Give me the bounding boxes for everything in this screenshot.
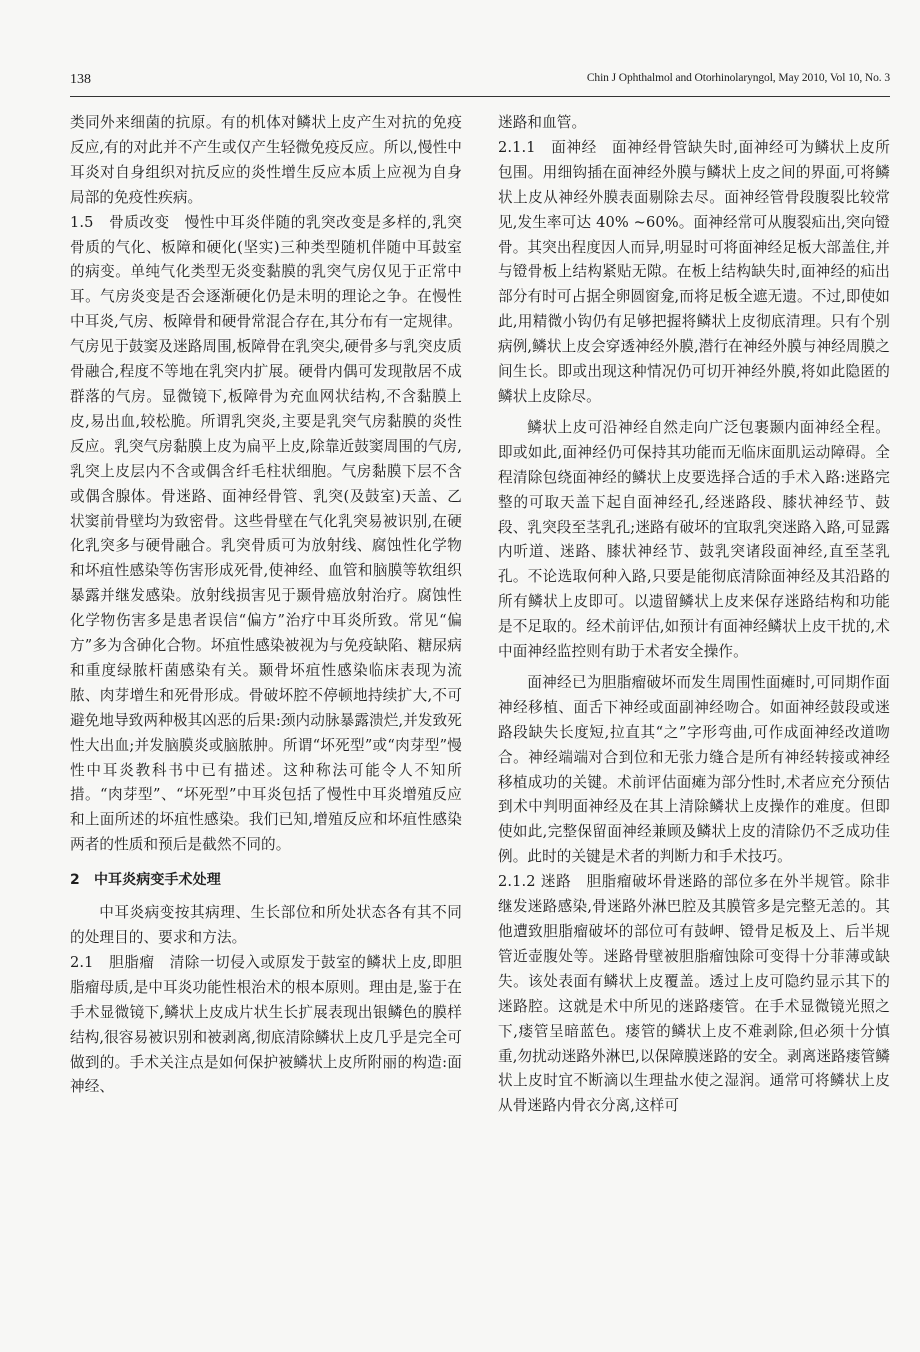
paragraph: 迷路和血管。 xyxy=(498,114,587,131)
paragraph: 面神经已为胆脂瘤破坏而发生周围性面瘫时,可同期作面神经移植、面舌下神经或面副神经吻合。如面神经鼓段或迷路段缺失长度短,拉直其“之”字形弯曲,可作成面神经改道吻合。神经端端对合到位和无张力缝合是所有神经转接或神经移植成功的关键。术前评估面瘫为部分性时,术者应充分预估到术中判明面神经及在其上清除鳞状上皮操作的难度。但即使如此,完整保留面神经兼顾及鳞状上皮的清除仍不乏成功佳例。此时的关键是术者的判断力和手术技巧。 xyxy=(498,673,890,866)
journal-citation: Chin J Ophthalmol and Otorhinolaryngol, May 2010, Vol 10, No. 3 xyxy=(586,72,890,84)
section-1-5-paragraph: 1.5 骨质改变 慢性中耳炎伴随的乳突改变是多样的,乳突骨质的气化、板障和硬化(坚实)三种类型随机伴随中耳鼓室的病变。单纯气化类型无炎变黏膜的乳突气房仅见于正常中耳。气房炎变是否会逐渐硬化仍是未明的理论之争。在慢性中耳炎,气房、板障骨和硬骨常混合存在,其分布有一定规律。气房见于鼓窦及迷路周围,板障骨在乳突尖,硬骨多与乳突皮质骨融合,程度不等地在乳突内扩展。硬骨内偶可发现散居不成群落的气房。显微镜下,板障骨为充血网状结构,不含黏膜上皮,易出血,较松脆。所谓乳突炎,主要是乳突气房黏膜的炎性反应。乳突气房黏膜上皮为扁平上皮,除靠近鼓窦周围的气房,乳突上皮层内不含或偶含纤毛柱状细胞。气房黏膜下层不含或偶含腺体。骨迷路、面神经骨管、乳突(及鼓室)天盖、乙状窦前骨壁均为致密骨。这些骨壁在气化乳突易被识别,在硬化乳突多与硬骨融合。乳突骨质可为放射线、腐蚀性化学物和坏疽性感染等伤害形成死骨,使神经、血管和脑膜等软组织暴露并继发感染。放射线损害见于颞骨癌放射治疗。腐蚀性化学物伤害多是患者误信“偏方”治疗中耳炎所致。常见“偏方”多为含砷化合物。坏疽性感染被视为与免疫缺陷、糖尿病和重度绿脓杆菌感染有关。颞骨坏疽性感染临床表现为流脓、肉芽增生和死骨形成。骨破坏腔不停顿地持续扩大,不可避免地导致两种极其凶恶的后果:颈内动脉暴露溃烂,并发致死性大出血;并发脑膜炎或脑脓肿。所谓“坏死型”或“肉芽型”慢性中耳炎教科书中已有描述。这种称法可能令人不知所措。“肉芽型”、“坏死型”中耳炎包括了慢性中耳炎增殖反应和上面所述的坏疽性感染。我们已知,增殖反应和坏疽性感染两者的性质和预后是截然不同的。 xyxy=(70,213,462,854)
section-heading: 2 中耳炎病变手术处理 xyxy=(70,872,221,889)
page-number: 138 xyxy=(70,72,91,87)
paragraph: 类同外来细菌的抗原。有的机体对鳞状上皮产生对抗的免疫反应,有的对此并不产生或仅产生轻微免疫反应。所以,慢性中耳炎对自身组织对抗反应的炎性增生反应本质上应视为自身局部的免疫性疾病。 xyxy=(70,114,462,206)
paragraph: 中耳炎病变按其病理、生长部位和所处状态各有其不同的处理目的、要求和方法。 xyxy=(70,904,462,946)
section-2-1-paragraph: 2.1 胆脂瘤 清除一切侵入或原发于鼓室的鳞状上皮,即胆脂瘤母质,是中耳炎功能性根治术的根本原则。理由是,鉴于在手术显微镜下,鳞状上皮成片状生长扩展表现出银鳞色的膜样结构,很容易被识别和被剥离,彻底清除鳞状上皮几乎是完全可做到的。手术关注点是如何保护被鳞状上皮所附丽的构造:面神经、 xyxy=(70,953,462,1096)
section-2-1-1-paragraph: 2.1.1 面神经 面神经骨管缺失时,面神经可为鳞状上皮所包围。用细钩插在面神经外膜与鳞状上皮之间的界面,可将鳞状上皮从神经外膜表面剔除去尽。面神经管骨段腹裂比较常见,发生率可达 40% ~60%。面神经常可从腹裂疝出,突向镫骨。其突出程度因人而异,明显时可将面神经足板大部盖住,并与镫骨板上结构紧贴无隙。在板上结构缺失时,面神经的疝出部分有时可占据全卵圆窗龛,而将足板全遮无遗。不过,即使如此,用精微小钩仍有足够把握将鳞状上皮彻底清理。只有个别病例,鳞状上皮会穿透神经外膜,潜行在神经外膜与神经周膜之间生长。即或出现这种情况仍可切开神经外膜,将如此隐匿的鳞状上皮除尽。 xyxy=(498,138,890,405)
page-header xyxy=(70,66,890,97)
left-column xyxy=(70,111,462,1100)
right-column xyxy=(498,111,890,1119)
section-2-1-2-paragraph: 2.1.2 迷路 胆脂瘤破坏骨迷路的部位多在外半规管。除非继发迷路感染,骨迷路外淋巴腔及其膜管多是完整无恙的。其他遭致胆脂瘤破坏的部位可有鼓岬、镫骨足板及上、后半规管近壶腹处等。迷路骨壁被胆脂瘤蚀除可变得十分菲薄或缺失。该处表面有鳞状上皮覆盖。透过上皮可隐约显示其下的迷路腔。这就是术中所见的迷路瘘管。在手术显微镜光照之下,瘘管呈暗蓝色。瘘管的鳞状上皮不难剥除,但必须十分慎重,勿扰动迷路外淋巴,以保障膜迷路的安全。剥离迷路瘘管鳞状上皮时宜不断滴以生理盐水使之湿润。通常可将鳞状上皮从骨迷路内骨衣分离,这样可 xyxy=(498,873,890,1115)
paragraph: 鳞状上皮可沿神经自然走向广泛包裹颞内面神经全程。即或如此,面神经仍可保持其功能而无临床面肌运动障碍。全程清除包绕面神经的鳞状上皮要选择合适的手术入路:迷路完整的可取天盖下起自面神经孔,经迷路段、膝状神经节、鼓段、乳突段至茎乳孔;迷路有破坏的宜取乳突迷路入路,可显露内听道、迷路、膝状神经节、鼓乳突诸段面神经,直至茎乳孔。不论选取何种入路,只要是能彻底清除面神经及其沿路的所有鳞状上皮即可。以遗留鳞状上皮来保存迷路结构和功能是不足取的。经术前评估,如预计有面神经鳞状上皮干扰的,术中面神经监控则有助于术者安全操作。 xyxy=(498,418,890,661)
